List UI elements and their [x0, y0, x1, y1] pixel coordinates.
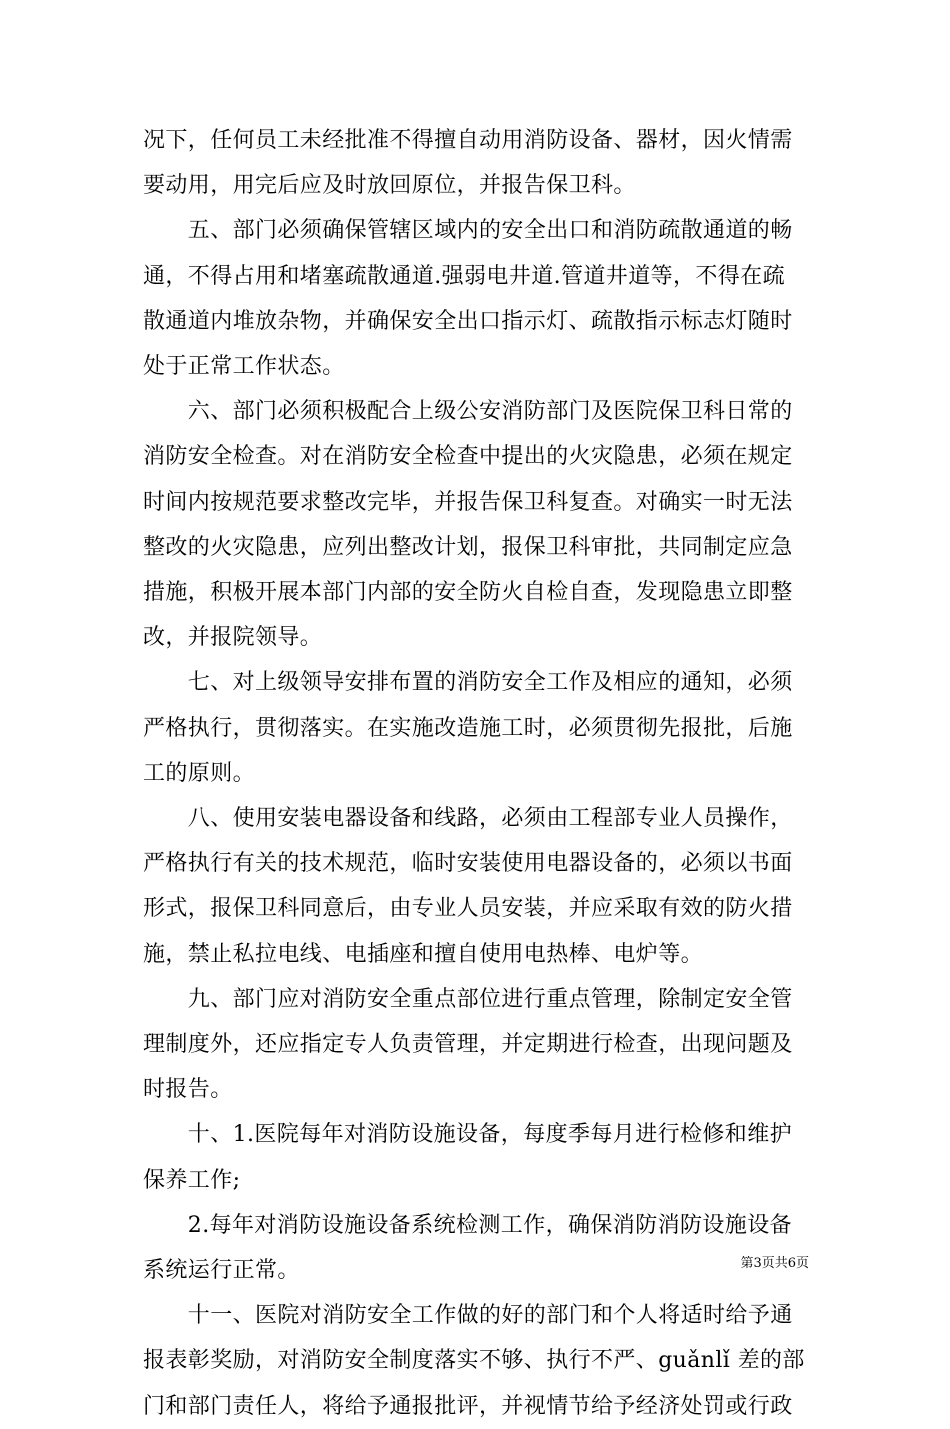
text-line: 八、使用安装电器设备和线路，必须由工程部专业人员操作，: [143, 806, 793, 832]
text-block: [143, 118, 809, 1429]
text-line: 措施，积极开展本部门内部的安全防火自检自查，发现隐患立即整: [143, 580, 793, 606]
text-line: 整改的火灾隐患，应列出整改计划，报保卫科审批，共同制定应急: [143, 534, 793, 560]
text-line: 严格执行有关的技术规范，临时安装使用电器设备的，必须以书面: [143, 851, 793, 877]
text-line: 五、部门必须确保管辖区域内的安全出口和消防疏散通道的畅: [143, 218, 793, 244]
text-line: 要动用，用完后应及时放回原位，并报告保卫科。: [143, 173, 636, 199]
text-line: 工的原则。: [143, 760, 256, 786]
text-line: 七、对上级领导安排布置的消防安全工作及相应的通知，必须: [143, 670, 793, 696]
text-line: 六、部门必须积极配合上级公安消防部门及医院保卫科日常的: [143, 399, 793, 425]
text-line: 消防安全检查。对在消防安全检查中提出的火灾隐患，必须在规定: [143, 444, 793, 470]
page-number: 第3页共6页: [740, 1256, 809, 1271]
text-line: 九、部门应对消防安全重点部位进行重点管理，除制定安全管: [143, 986, 793, 1012]
text-line: 形式，报保卫科同意后，由专业人员安装，并应采取有效的防火措: [143, 896, 793, 922]
text-line: 时报告。: [143, 1077, 233, 1103]
text-line: 2.每年对消防设施设备系统检测工作，确保消防消防设施设备: [143, 1212, 792, 1238]
text-line: 严格执行，贯彻落实。在实施改造施工时，必须贯彻先报批，后施: [143, 715, 793, 741]
text-line: 保养工作;: [143, 1167, 241, 1193]
text-line: 系统运行正常。: [143, 1258, 300, 1284]
text-line: 通，不得占用和堵塞疏散通道.强弱电井道.管道井道等，不得在疏: [143, 263, 785, 289]
text-line: 改，并报院领导。: [143, 625, 323, 651]
text-line: 十一、医院对消防安全工作做的好的部门和个人将适时给予通: [143, 1303, 793, 1329]
text-line: 报表彰奖励，对消防安全制度落实不够、执行不严、guǎnlǐ 差的部: [143, 1348, 805, 1374]
text-line: 理制度外，还应指定专人负责管理，并定期进行检查，出现问题及: [143, 1032, 793, 1058]
text-line: 况下，任何员工未经批准不得擅自动用消防设备、器材，因火情需: [143, 128, 793, 153]
text-line: 时间内按规范要求整改完毕，并报告保卫科复查。对确实一时无法: [143, 489, 793, 515]
text-line: 散通道内堆放杂物，并确保安全出口指示灯、疏散指示标志灯随时: [143, 308, 793, 334]
text-line: 门和部门责任人，将给予通报批评，并视情节给予经济处罚或行政: [143, 1393, 793, 1419]
text-line: 施，禁止私拉电线、电插座和擅自使用电热棒、电炉等。: [143, 941, 704, 967]
text-line: 处于正常工作状态。: [143, 354, 345, 380]
text-line: 十、1.医院每年对消防设施设备，每度季每月进行检修和维护: [143, 1122, 792, 1148]
document-body: [143, 118, 809, 1429]
